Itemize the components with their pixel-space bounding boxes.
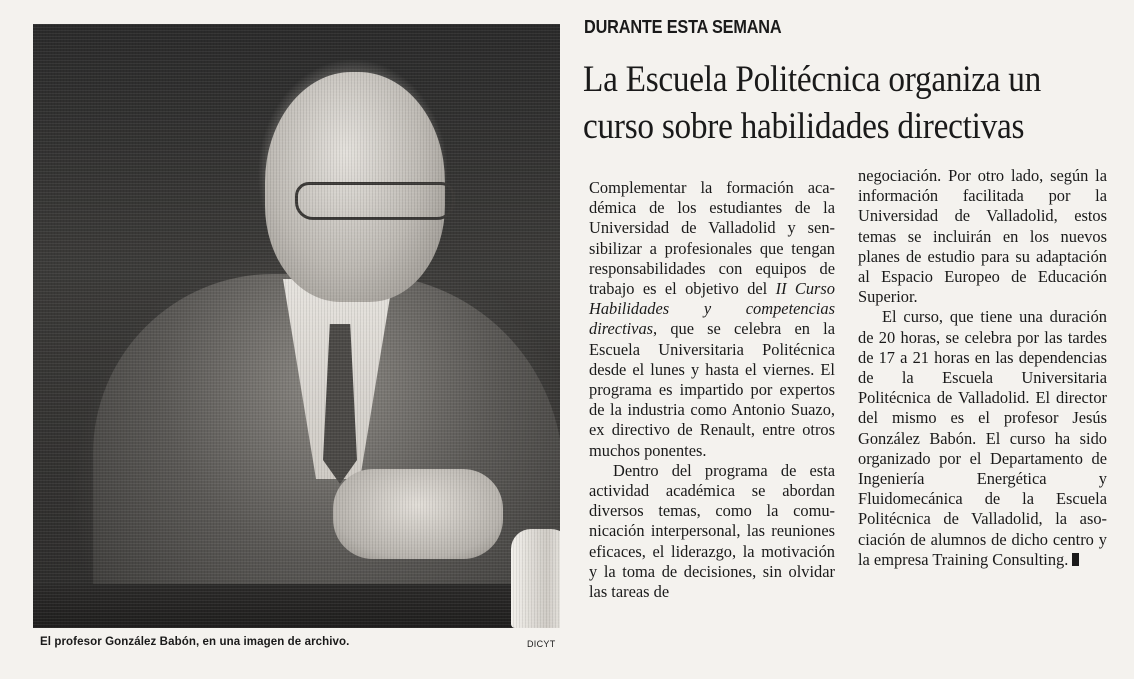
paragraph-4-text: El curso, que tiene una duración de 20 horas, se celebra por las tardes de 17 a 21 horas en las dependencias de la Escuela Universitaria Politécnica de Valladolid. El director del mismo es el profesor Jesús González Babón. El curso ha sido organizado por el Departamento de Ingeniería Energética y Fluidomecánica de la Escuela Politécnica de Valladolid, la asociación de alumnos de dicho centro y la empresa Training Consulting.: [858, 307, 1107, 569]
photo-caption: El profesor González Babón, en una imagen de archivo.: [40, 636, 350, 648]
photo-figure-tie: [323, 324, 357, 484]
paragraph-2: Dentro del programa de esta actividad académica se abordan diversos temas, como la comunicación interpersonal, las reuniones eficaces, el liderazgo, la motivación y la toma de decisiones, sin olvidar las tareas de: [589, 460, 835, 602]
article-column-1: [589, 178, 835, 602]
paragraph-1-text-a: Complementar la formación académica de los estudiantes de la Universidad de Valladolid y sensibilizar a profesionales que tengan responsabilidades con equipos de trabajo es el objetivo del: [589, 178, 835, 299]
photo-table: [33, 584, 560, 628]
paragraph-4: [858, 307, 1107, 570]
paragraph-1: [589, 178, 835, 461]
photo-figure-glasses: [295, 182, 455, 220]
photo-figure-hands: [333, 469, 503, 559]
section-kicker: DURANTE ESTA SEMANA: [584, 16, 782, 37]
photo-water-bottle: [511, 529, 560, 628]
photo-credit: DICYT: [527, 639, 556, 649]
paragraph-3: negociación. Por otro lado, según la información facilitada por la Universidad de Valladolid, estos temas se incluirán en los nuevos planes de estudio para su adaptación al Espacio Europeo de Educación Superior.: [858, 166, 1107, 307]
article-headline: La Escuela Politécnica organiza un curso sobre habilidades directivas: [583, 59, 1042, 147]
article-photo: [33, 24, 560, 628]
article-column-2: [858, 166, 1107, 570]
course-title: II Curso Habilidades y competencias directivas: [589, 279, 835, 339]
photo-figure-shirt: [283, 279, 393, 479]
photo-figure-head: [265, 72, 445, 302]
end-of-article-mark: [1072, 553, 1079, 566]
paragraph-1-text-b: , que se celebra en la Escuela Universitaria Politécnica desde el lunes y hasta el viernes. El programa es impartido por expertos de la industria como Antonio Suazo, ex directivo de Renault, entre otros muchos ponentes.: [589, 319, 835, 460]
photo-figure-body: [93, 274, 560, 628]
